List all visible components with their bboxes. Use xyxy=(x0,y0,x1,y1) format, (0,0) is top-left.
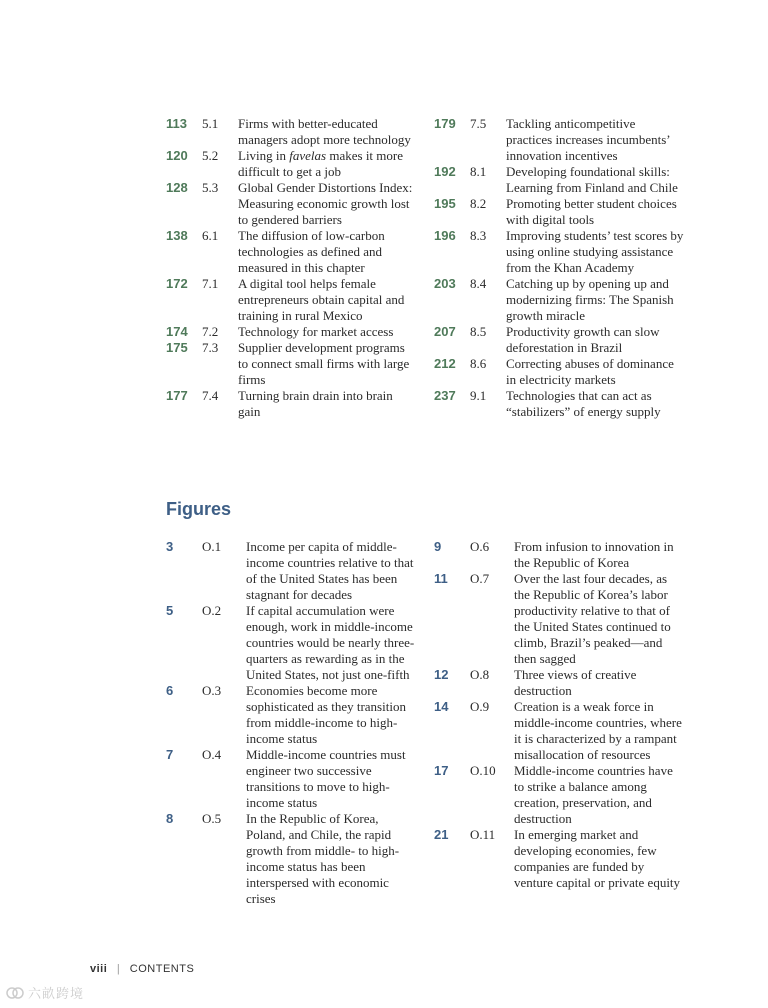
figure-number: O.4 xyxy=(202,747,222,762)
figure-number: O.5 xyxy=(202,811,222,826)
toc-entry[interactable] xyxy=(434,539,684,571)
footer-separator: | xyxy=(116,963,121,975)
box-title: Firms with better-educated managers adopt more technology xyxy=(238,116,411,147)
box-title: Correcting abuses of dominance in electricity markets xyxy=(506,356,674,387)
folio: viii xyxy=(90,963,108,975)
boxes-list-left xyxy=(166,116,416,420)
toc-entry[interactable] xyxy=(434,324,684,356)
page-number: 212 xyxy=(434,356,456,371)
toc-entry[interactable] xyxy=(166,228,416,276)
page-footer xyxy=(90,963,194,975)
figure-title: In the Republic of Korea, Poland, and Chile, the rapid growth from middle- to high-income status has been interspersed with economic crises xyxy=(246,811,400,906)
toc-entry[interactable] xyxy=(434,116,684,164)
figure-title: Three views of creative destruction xyxy=(514,667,637,698)
title-emphasis: favelas xyxy=(289,148,327,163)
figure-title: Middle-income countries must engineer two successive transitions to move to high-income status xyxy=(246,747,406,810)
box-number: 8.6 xyxy=(470,356,487,371)
box-number: 5.1 xyxy=(202,116,219,131)
box-number: 5.2 xyxy=(202,148,219,163)
page-number: 120 xyxy=(166,148,188,163)
box-number: 6.1 xyxy=(202,228,219,243)
watermark-text: 六畝跨境 xyxy=(28,987,85,1002)
page-number: 196 xyxy=(434,228,456,243)
page-number: 3 xyxy=(166,539,174,554)
toc-entry[interactable] xyxy=(434,827,684,891)
page-number: 192 xyxy=(434,164,456,179)
figure-title: From infusion to innovation in the Republic of Korea xyxy=(514,539,674,570)
figure-title: In emerging market and developing economies, few companies are funded by venture capital or private equity xyxy=(514,827,681,890)
toc-entry[interactable] xyxy=(434,164,684,196)
box-number: 5.3 xyxy=(202,180,219,195)
boxes-list-right xyxy=(434,116,684,420)
box-number: 8.5 xyxy=(470,324,487,339)
page-number: 177 xyxy=(166,388,188,403)
toc-entry[interactable] xyxy=(166,276,416,324)
toc-entry[interactable] xyxy=(166,603,416,683)
page-number: 8 xyxy=(166,811,174,826)
figure-title: Over the last four decades, as the Republic of Korea’s labor productivity relative to that of the United States continued to climb, Brazil’s peaked—and then sagged xyxy=(514,571,671,666)
figure-number: O.9 xyxy=(470,699,490,714)
box-number: 7.1 xyxy=(202,276,219,291)
toc-entry[interactable] xyxy=(434,356,684,388)
page-number: 113 xyxy=(166,116,187,131)
page-number: 174 xyxy=(166,324,188,339)
page-number: 203 xyxy=(434,276,456,291)
box-title: Promoting better student choices with digital tools xyxy=(506,196,677,227)
page-number: 172 xyxy=(166,276,188,291)
figure-number: O.6 xyxy=(470,539,490,554)
box-title: Improving students’ test scores by using online studying assistance from the Khan Academy xyxy=(506,228,684,275)
page-number: 21 xyxy=(434,827,449,842)
box-number: 8.3 xyxy=(470,228,487,243)
toc-entry[interactable] xyxy=(434,228,684,276)
box-number: 8.4 xyxy=(470,276,487,291)
title-text: makes it more difficult to get a job xyxy=(238,148,404,179)
watermark xyxy=(6,983,84,1002)
toc-entry[interactable] xyxy=(166,747,416,811)
page-number: 207 xyxy=(434,324,456,339)
figure-number: O.1 xyxy=(202,539,222,554)
toc-entry[interactable] xyxy=(166,340,416,388)
box-title: The diffusion of low-carbon technologies as defined and measured in this chapter xyxy=(238,228,385,275)
toc-entry[interactable] xyxy=(166,324,416,340)
box-title: Developing foundational skills: Learning from Finland and Chile xyxy=(506,164,678,195)
toc-entry[interactable] xyxy=(434,763,684,827)
figures-list-left xyxy=(166,539,416,907)
toc-entry[interactable] xyxy=(166,683,416,747)
title-text: Living in xyxy=(238,148,290,163)
figure-number: O.11 xyxy=(470,827,496,842)
page-number: 195 xyxy=(434,196,456,211)
toc-entry[interactable] xyxy=(434,571,684,667)
figure-number: O.10 xyxy=(470,763,496,778)
figure-title: Middle-income countries have to strike a balance among creation, preservation, and destruction xyxy=(514,763,673,826)
toc-entry[interactable] xyxy=(166,539,416,603)
figure-title: Income per capita of middle-income countries relative to that of the United States has been stagnant for decades xyxy=(246,539,414,602)
figure-number: O.3 xyxy=(202,683,222,698)
toc-entry[interactable] xyxy=(434,196,684,228)
box-title: Supplier development programs to connect small firms with large firms xyxy=(238,340,410,387)
figure-title: If capital accumulation were enough, work in middle-income countries would be nearly three-quarters as rewarding as in the United States, not just one-fifth xyxy=(246,603,415,682)
page-number: 7 xyxy=(166,747,174,762)
box-number: 7.5 xyxy=(470,116,487,131)
page-number: 6 xyxy=(166,683,174,698)
toc-entry[interactable] xyxy=(166,811,416,907)
page-number: 5 xyxy=(166,603,174,618)
page-number: 17 xyxy=(434,763,449,778)
box-title: Tackling anticompetitive practices increases incumbents’ innovation incentives xyxy=(506,116,670,163)
figure-number: O.8 xyxy=(470,667,490,682)
toc-entry[interactable] xyxy=(434,276,684,324)
box-number: 9.1 xyxy=(470,388,487,403)
box-title: Turning brain drain into brain gain xyxy=(238,388,393,419)
toc-entry[interactable] xyxy=(434,667,684,699)
box-title: Global Gender Distortions Index: Measuring economic growth lost to gendered barriers xyxy=(238,180,413,227)
box-title: Catching up by opening up and modernizing firms: The Spanish growth miracle xyxy=(506,276,674,323)
box-number: 8.2 xyxy=(470,196,487,211)
toc-entry[interactable] xyxy=(434,388,684,420)
figure-title: Creation is a weak force in middle-income countries, where it is characterized by a rampant misallocation of resources xyxy=(514,699,682,762)
toc-entry[interactable] xyxy=(166,116,416,148)
page-number: 128 xyxy=(166,180,188,195)
box-title: Technologies that can act as “stabilizers” of energy supply xyxy=(506,388,661,419)
toc-entry[interactable] xyxy=(166,180,416,228)
toc-entry[interactable] xyxy=(166,148,416,180)
box-title: Productivity growth can slow deforestation in Brazil xyxy=(506,324,660,355)
figure-title: Economies become more sophisticated as they transition from middle-income to high-income status xyxy=(246,683,406,746)
page-number: 179 xyxy=(434,116,456,131)
box-number: 8.1 xyxy=(470,164,487,179)
page-number: 12 xyxy=(434,667,449,682)
running-head: CONTENTS xyxy=(129,963,195,975)
figure-number: O.7 xyxy=(470,571,490,586)
toc-entry[interactable] xyxy=(166,388,416,420)
box-title: A digital tool helps female entrepreneurs obtain capital and training in rural Mexico xyxy=(238,276,405,323)
page-number: 11 xyxy=(434,571,448,586)
box-title xyxy=(238,148,416,180)
figures-heading: Figures xyxy=(166,499,232,519)
page-number: 138 xyxy=(166,228,188,243)
toc-entry[interactable] xyxy=(434,699,684,763)
figure-number: O.2 xyxy=(202,603,222,618)
page-number: 14 xyxy=(434,699,449,714)
box-title: Technology for market access xyxy=(238,324,394,339)
page-number: 237 xyxy=(434,388,456,403)
box-number: 7.3 xyxy=(202,340,219,355)
page-number: 175 xyxy=(166,340,188,355)
figures-list-right xyxy=(434,539,684,891)
watermark-logo-icon xyxy=(6,987,24,999)
box-number: 7.2 xyxy=(202,324,219,339)
page-number: 9 xyxy=(434,539,442,554)
box-number: 7.4 xyxy=(202,388,219,403)
